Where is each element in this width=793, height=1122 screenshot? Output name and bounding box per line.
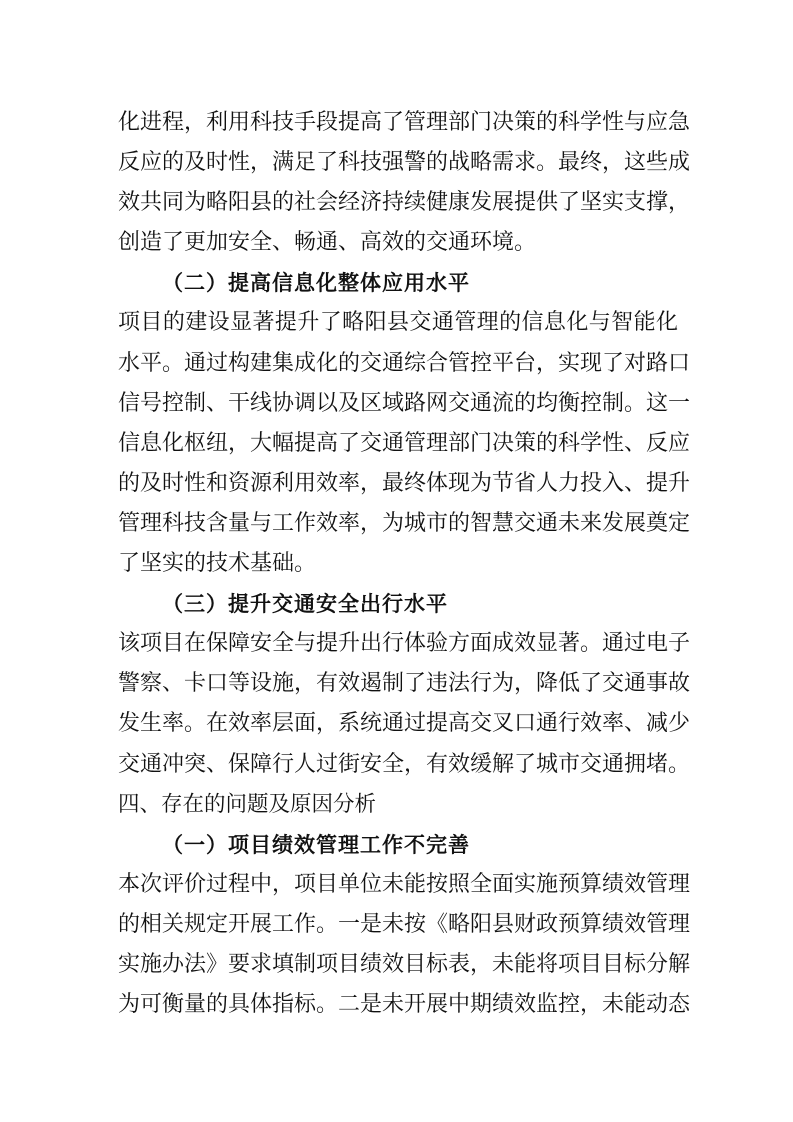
text-line: 信号控制、干线协调以及区域路网交通流的均衡控制。这一 bbox=[118, 390, 691, 416]
text-line: 本次评价过程中，项目单位未能按照全面实施预算绩效管理 bbox=[118, 871, 691, 897]
text-line: 了坚实的技术基础。 bbox=[118, 551, 317, 577]
text-line: 的及时性和资源利用效率，最终体现为节省人力投入、提升 bbox=[118, 470, 691, 496]
text-line: 项目的建设显著提升了略阳县交通管理的信息化与智能化 bbox=[118, 310, 678, 336]
paragraph bbox=[118, 303, 691, 584]
text-line: 水平。通过构建集成化的交通综合管控平台，实现了对路口 bbox=[118, 350, 691, 376]
text-line: 管理科技含量与工作效率，为城市的智慧交通未来发展奠定 bbox=[118, 510, 691, 536]
text-line: 为可衡量的具体指标。二是未开展中期绩效监控，未能动态 bbox=[118, 992, 691, 1018]
text-line: 反应的及时性，满足了科技强警的战略需求。最终，这些成 bbox=[118, 150, 691, 176]
paragraph bbox=[118, 865, 691, 1025]
subsection-heading: （二）提高信息化整体应用水平 bbox=[162, 271, 470, 296]
text-line: 交通冲突、保障行人过街安全，有效缓解了城市交通拥堵。 bbox=[118, 751, 691, 777]
subsection-heading: （三）提升交通安全出行水平 bbox=[162, 592, 448, 617]
section-heading: 四、存在的问题及原因分析 bbox=[118, 791, 377, 817]
text-line: 信息化枢纽，大幅提高了交通管理部门决策的科学性、反应 bbox=[118, 430, 691, 456]
text-line: 效共同为略阳县的社会经济持续健康发展提供了坚实支撑， bbox=[118, 190, 691, 216]
text-line: 的相关规定开展工作。一是未按《略阳县财政预算绩效管理 bbox=[118, 911, 691, 937]
paragraph bbox=[118, 624, 691, 784]
text-line: 该项目在保障安全与提升出行体验方面成效显著。通过电子 bbox=[118, 631, 691, 657]
text-line: 发生率。在效率层面，系统通过提高交叉口通行效率、减少 bbox=[118, 711, 691, 737]
text-line: 化进程，利用科技手段提高了管理部门决策的科学性与应急 bbox=[118, 110, 691, 135]
document-body bbox=[118, 103, 691, 1025]
text-line: 实施办法》要求填制项目绩效目标表，未能将项目目标分解 bbox=[118, 951, 691, 977]
subsection-heading: （一）项目绩效管理工作不完善 bbox=[162, 832, 470, 857]
text-line: 警察、卡口等设施，有效遏制了违法行为，降低了交通事故 bbox=[118, 671, 691, 697]
paragraph bbox=[118, 103, 691, 263]
text-line: 创造了更加安全、畅通、高效的交通环境。 bbox=[118, 230, 537, 256]
